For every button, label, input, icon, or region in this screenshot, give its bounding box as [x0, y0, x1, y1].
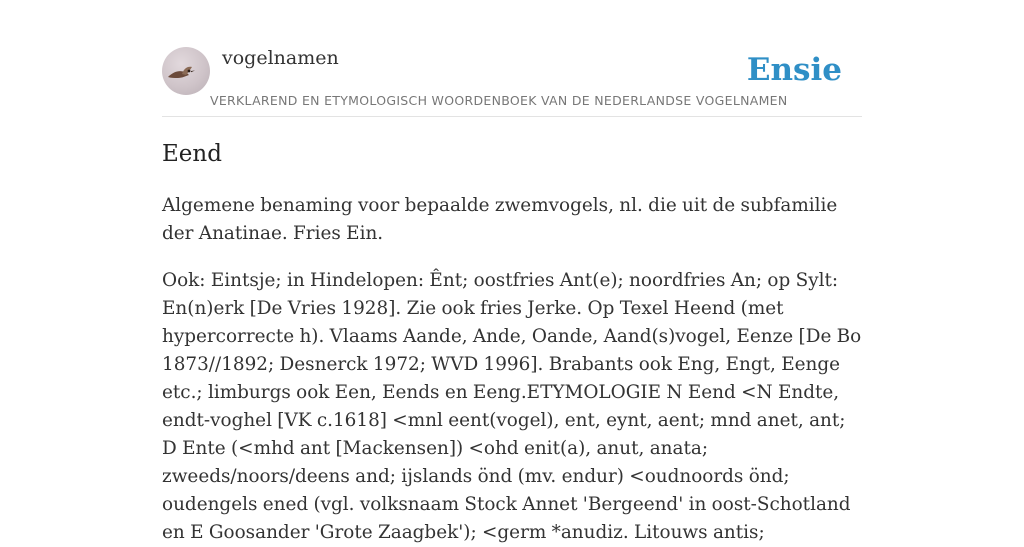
entry-etymology: Ook: Eintsje; in Hindelopen: Ênt; oostfries Ant(e); noordfries An; op Sylt: En(n)erk [De Vries 1928]. Zie ook fries Jerke. Op Texel Heend (met hypercorrecte h). Vlaams Aande, Ande, Oande, Aand(s)vogel, Eenze [De Bo 1873//1892; Desnerck 1972; WVD 1996]. Brabants ook Eng, Engt, Eenge etc.; limburgs ook Een, Eends en Eeng.ETYMOLOGIE N Eend <N Endte, endt-voghel [VK c.1618] <mnl eent(vogel), ent, eynt, aent; mnd anet, ant; D Ente (<mhd ant [Mackensen]) <ohd enit(a), anut, anata; zweeds/noors/deens and; ijslands önd (mv. endur) <oudnoords önd; oudengels ened (vgl. volksnaam Stock Annet 'Bergeend' in oost-Schotland en E Goosander 'Grote Zaagbek'); <germ *anudiz. Litouws antis;	[162, 270, 862, 543]
site-header	[162, 0, 862, 117]
bird-avatar-icon[interactable]	[162, 47, 210, 95]
entry-title: Eend	[162, 141, 222, 167]
content-container	[162, 0, 862, 543]
entry-definition: Algemene benaming voor bepaalde zwemvogels, nl. die uit de subfamilie der Anatinae. Fries Ein.	[162, 195, 838, 244]
site-subtitle: VERKLAREND EN ETYMOLOGISCH WOORDENBOEK VAN DE NEDERLANDSE VOGELNAMEN	[210, 93, 788, 108]
site-name[interactable]: vogelnamen	[222, 47, 339, 69]
ensie-logo[interactable]: Ensie	[746, 52, 842, 88]
